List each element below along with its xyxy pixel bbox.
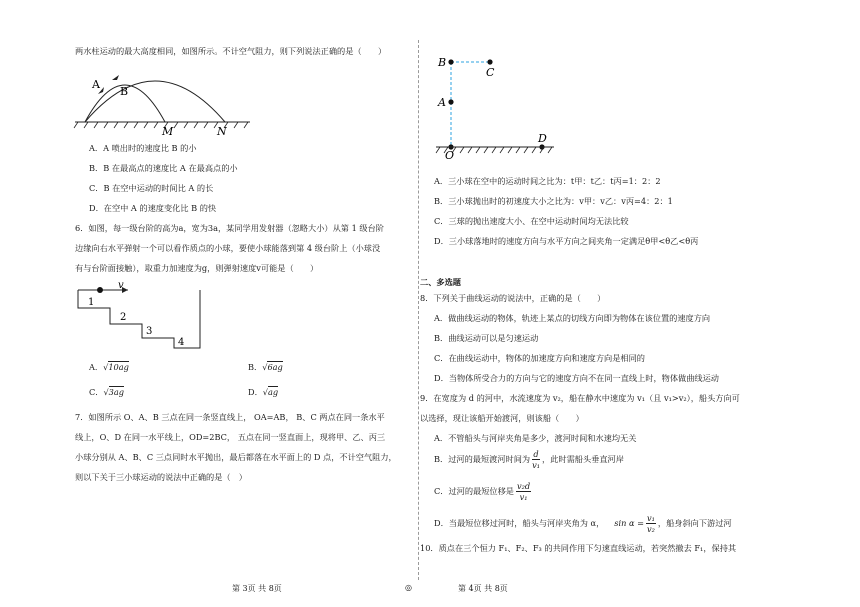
- q5-option-a: A．A 喷出时的速度比 B 的小: [89, 143, 197, 153]
- label-B: B: [120, 85, 129, 98]
- q9-line-1: 9．在宽度为 d 的河中，水流速度为 v₂，船在静水中速度为 v₁（且 v₁>v₂），船头方向可: [420, 393, 740, 403]
- q5-intro: 两水柱运动的最大高度相同，如图所示。不计空气阻力，则下列说法正确的是（ ）: [75, 46, 387, 56]
- step-3: 3: [146, 326, 153, 337]
- q7-line-4: 则以下关于三小球运动的说法中正确的是（ ）: [75, 472, 247, 482]
- label-N: N: [217, 125, 227, 138]
- column-divider: [418, 40, 419, 580]
- staircase-figure: [70, 280, 220, 352]
- velocity-label: v: [118, 280, 124, 291]
- q5-option-b: B．B 在最高点的速度比 A 在最高点的小: [89, 163, 238, 173]
- point-A: A: [438, 96, 446, 109]
- q5-option-c: C．B 在空中运动的时间比 A 的长: [89, 183, 214, 193]
- sqrt-icon: √: [103, 387, 109, 397]
- label-A: A: [92, 78, 100, 91]
- point-D: D: [538, 132, 547, 145]
- fraction: v₂d v₁: [516, 480, 531, 502]
- q6-line-2: 边缘向右水平弹射一个可以看作质点的小球，要使小球能落到第 4 级台阶上（小球没: [75, 243, 381, 253]
- q7-line-1: 7．如图所示 O、A、B 三点在同一条竖直线上， OA=AB， B、C 两点在同一条水平: [75, 412, 385, 422]
- q7-option-a: A．三小球在空中的运动时间之比为：t甲：t乙：t丙=1：2：2: [434, 176, 661, 186]
- projectile-points-figure: [432, 52, 562, 162]
- q8-option-d: D．当物体所受合力的方向与它的速度方向不在同一直线上时，物体做曲线运动: [434, 373, 719, 383]
- q9-option-b: B．过河的最短渡河时间为 d v₁ ，此时需船头垂直河岸: [434, 448, 624, 470]
- footer-left-page: 第 3页 共 8页: [232, 584, 282, 593]
- point-C: C: [486, 66, 495, 79]
- q8-option-a: A．做曲线运动的物体，轨迹上某点的切线方向即为物体在该位置的速度方向: [434, 313, 711, 323]
- footer-right-page: 第 4页 共 8页: [458, 584, 508, 593]
- step-1: 1: [88, 297, 95, 308]
- q7-line-3: 小球分别从 A、B、C 三点同时水平抛出，最后都落在水平面上的 D 点，不计空气阻力，: [75, 452, 397, 462]
- q9-option-d: D．当最短位移过河时，船头与河岸夹角为 α， sin α = $\frac{\text{v₁}}{\text{v₂}}$ ，船身斜向下游过河: [434, 512, 732, 534]
- q7-option-c: C．三球的抛出速度大小、在空中运动时间均无法比较: [434, 216, 629, 226]
- q9-option-a: A．不管船头与河岸夹角是多少，渡河时间和水速均无关: [434, 433, 637, 443]
- q6-option-b: B．√6ag: [248, 362, 283, 372]
- q5-option-d: D．在空中 A 的速度变化比 B 的快: [89, 203, 217, 213]
- q6-option-c: C．√3ag: [89, 387, 125, 397]
- q8-option-b: B．曲线运动可以是匀速运动: [434, 333, 539, 343]
- q6-line-3: 有与台阶面接触），取重力加速度为g，则弹射速度v可能是（ ）: [75, 263, 319, 273]
- q6-line-1: 6．如图，每一级台阶的高为a，宽为3a，某同学用发射器（忽略大小）从第 1 级台阶: [75, 223, 384, 233]
- q7-option-b: B．三小球抛出时的初速度大小之比为：v甲：v乙：v丙=4：2：1: [434, 196, 673, 206]
- q7-line-2: 线上，O、D 在同一水平线上，OD=2BC， 五点在同一竖直面上，现将甲、乙、丙三: [75, 432, 386, 442]
- section-heading: 二、多选题: [420, 277, 461, 287]
- step-4: 4: [178, 337, 185, 348]
- q9-line-2: 以选择，现让该船开始渡河，则该船（ ）: [420, 413, 584, 423]
- fraction: d v₁: [532, 448, 541, 470]
- step-2: 2: [120, 312, 127, 323]
- q9-option-c: C．过河的最短位移是 v₂d v₁: [434, 480, 531, 502]
- sqrt-icon: √: [262, 387, 268, 397]
- q7-option-d: D．三小球落地时的速度方向与水平方向之间夹角一定满足θ甲<θ乙<θ丙: [434, 236, 699, 246]
- q6-option-a: A．√10ag: [89, 362, 129, 372]
- fraction: $\frac{\text{v₁}}{\text{v₂}}$: [646, 512, 655, 534]
- q8-stem: 8．下列关于曲线运动的说法中，正确的是（ ）: [420, 293, 606, 303]
- trajectory-figure: [70, 58, 260, 138]
- point-B: B: [438, 56, 447, 69]
- point-O: O: [445, 149, 455, 162]
- q10-stem: 10．质点在三个恒力 F₁、F₂、F₃ 的共同作用下匀速直线运动，若突然撤去 F₁，保持其: [420, 543, 737, 553]
- sqrt-icon: √: [262, 362, 268, 372]
- q8-option-c: C．在曲线运动中，物体的加速度方向和速度方向是相同的: [434, 353, 645, 363]
- label-M: M: [162, 125, 174, 138]
- sqrt-icon: √: [103, 362, 109, 372]
- footer-center-mark: ◎: [405, 583, 412, 592]
- q6-option-d: D．√ag: [248, 387, 279, 397]
